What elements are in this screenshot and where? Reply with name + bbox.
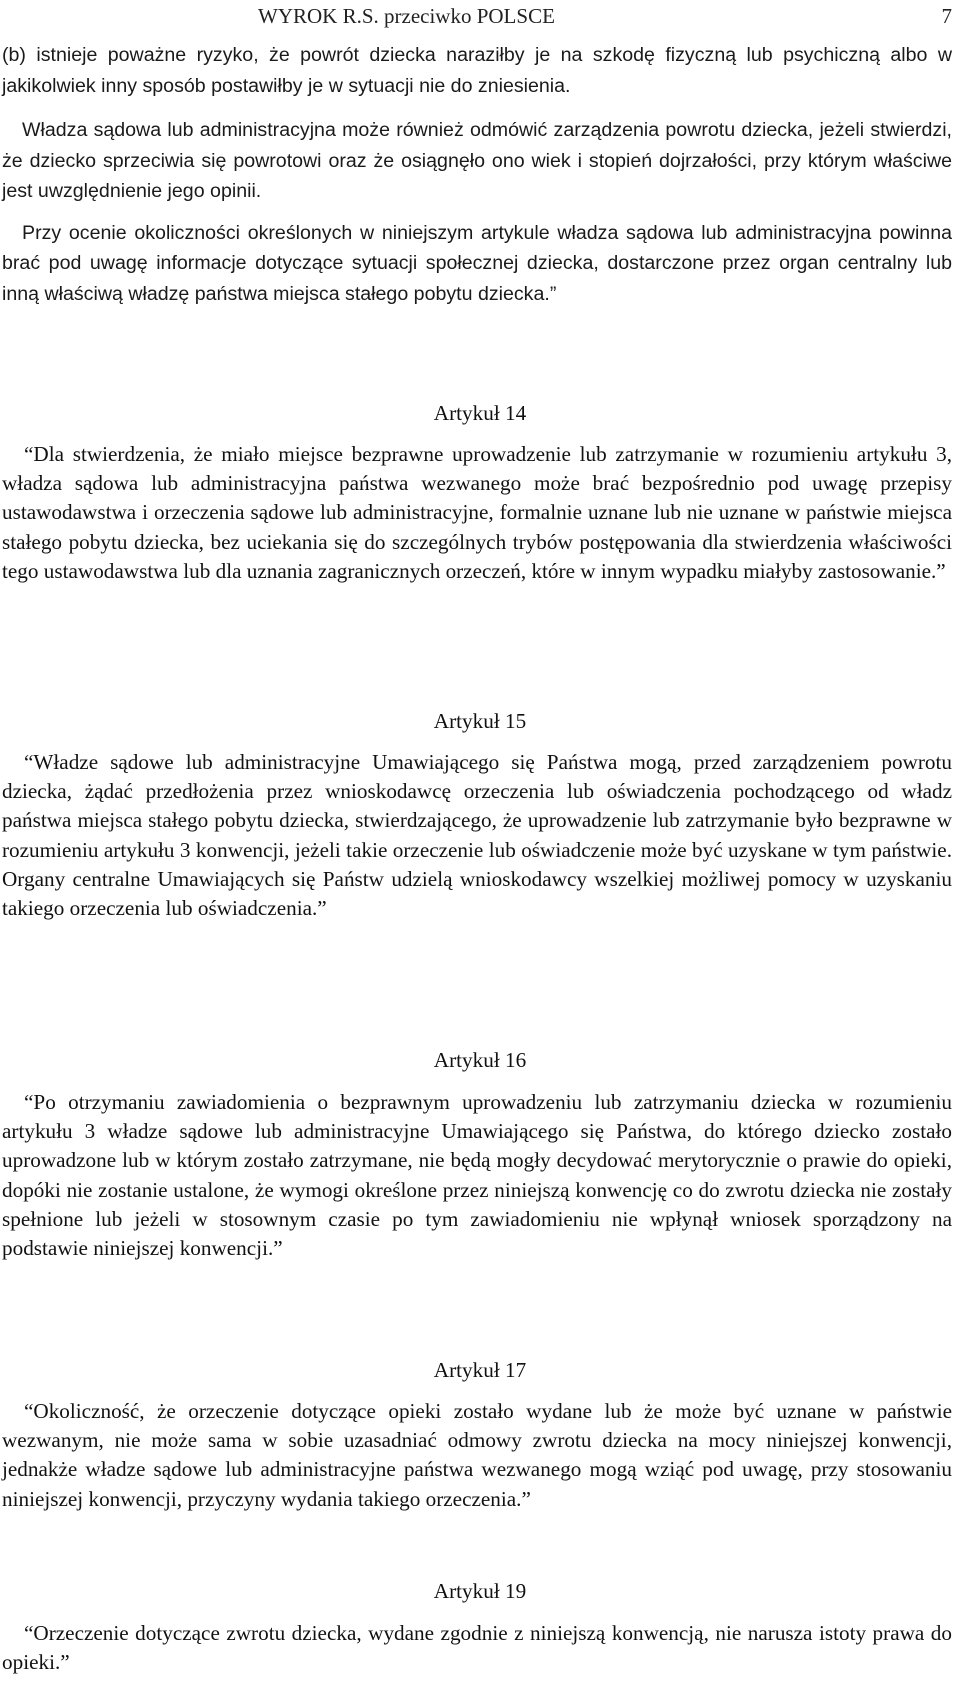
article-14-paragraph: “Dla stwierdzenia, że miało miejsce bezprawne uprowadzenie lub zatrzymanie w rozumieniu artykułu 3, władza sądowa lub administracyjna państwa wezwanego może brać bezpośrednio pod uwagę przepisy ustawodawstwa i orzeczenia sądowe lub administracyjne, formalnie uznane lub nie uznane w państwie miejsca stałego pobytu dziecka, bez uciekania się do szczególnych trybów postępowania dla stwierdzenia właściwości tego ustawodawstwa lub dla uznania zagranicznych orzeczeń, które w innym wypadku miałyby zastosowanie.” xyxy=(2,442,952,583)
article-15-heading: Artykuł 15 xyxy=(433,709,527,733)
article-14-heading: Artykuł 14 xyxy=(433,401,527,425)
article-19-text xyxy=(2,1619,952,1677)
article-14-text xyxy=(2,440,952,586)
article-19-heading: Artykuł 19 xyxy=(433,1579,527,1603)
article-16-text xyxy=(2,1088,952,1263)
assessment-paragraph: Przy ocenie okoliczności określonych w niniejszym artykule władza sądowa lub administracyjna powinna brać pod uwagę informacje dotyczące sytuacji społecznej dziecka, dostarczone przez organ centralny lub inną właściwą władzę państwa miejsca stałego pobytu dziecka.” xyxy=(2,221,952,305)
running-title: WYROK R.S. przeciwko POLSCE xyxy=(258,4,555,28)
page-header xyxy=(258,2,952,32)
point-b-paragraph: (b) istnieje poważne ryzyko, że powrót dziecka naraziłby je na szkodę fizyczną lub psychiczną albo w jakikolwiek inny sposób postawiłby je w sytuacji nie do zniesienia. xyxy=(2,44,952,97)
refusal-paragraph: Władza sądowa lub administracyjna może również odmówić zarządzenia powrotu dziecka, jeżeli stwierdzi, że dziecko sprzeciwia się powrotowi oraz że osiągnęło ono wiek i stopień dojrzałości, przy którym właściwe jest uwzględnienie jego opinii. xyxy=(2,119,952,202)
article-15-paragraph: “Władze sądowe lub administracyjne Umawiającego się Państwa mogą, przed zarządzeniem powrotu dziecka, żądać przedłożenia przez wnioskodawcę orzeczenia lub oświadczenia pochodzącego od władz państwa miejsca stałego pobytu dziecka, stwierdzającego, że uprowadzenie lub zatrzymanie było bezprawne w rozumieniu artykułu 3 konwencji, jeżeli takie orzeczenie lub oświadczenie może być uzyskane w tym państwie. Organy centralne Umawiających się Państw udzielą wnioskodawcy wszelkiej możliwej pomocy w uzyskaniu takiego orzeczenia lub oświadczenia.” xyxy=(2,750,952,921)
article-17-text xyxy=(2,1397,952,1514)
article-19-paragraph: “Orzeczenie dotyczące zwrotu dziecka, wydane zgodnie z niniejszą konwencją, nie narusza istoty prawa do opieki.” xyxy=(2,1621,952,1675)
article-17-paragraph: “Okoliczność, że orzeczenie dotyczące opieki zostało wydane lub że może być uznane w państwie wezwanym, nie może sama w sobie uzasadniać odmowy zwrotu dziecka na mocy niniejszej konwencji, jednakże władze sądowe lub administracyjne państwa wezwanego mogą wziąć pod uwagę, przy stosowaniu niniejszej konwencji, przyczyny wydania takiego orzeczenia.” xyxy=(2,1399,952,1511)
article-16-heading: Artykuł 16 xyxy=(433,1048,527,1072)
article-17-heading: Artykuł 17 xyxy=(433,1358,527,1382)
article-15-text xyxy=(2,748,952,923)
quoted-article-13-continuation xyxy=(2,40,952,309)
article-16-paragraph: “Po otrzymaniu zawiadomienia o bezprawnym uprowadzeniu lub zatrzymaniu dziecka w rozumieniu artykułu 3 władze sądowe lub administracyjne Umawiającego się Państwa, do którego dziecko zostało uprowadzone lub w którym zostało zatrzymane, nie będą mogły decydować merytorycznie o prawie do opieki, dopóki nie zostanie ustalone, że wymogi określone przez niniejszą konwencję co do zwrotu dziecka nie zostały spełnione lub jeżeli w stosownym czasie po tym zawiadomieniu nie wpłynął wniosek sporządzony na podstawie niniejszej konwencji.” xyxy=(2,1090,952,1261)
page-number: 7 xyxy=(941,4,952,28)
